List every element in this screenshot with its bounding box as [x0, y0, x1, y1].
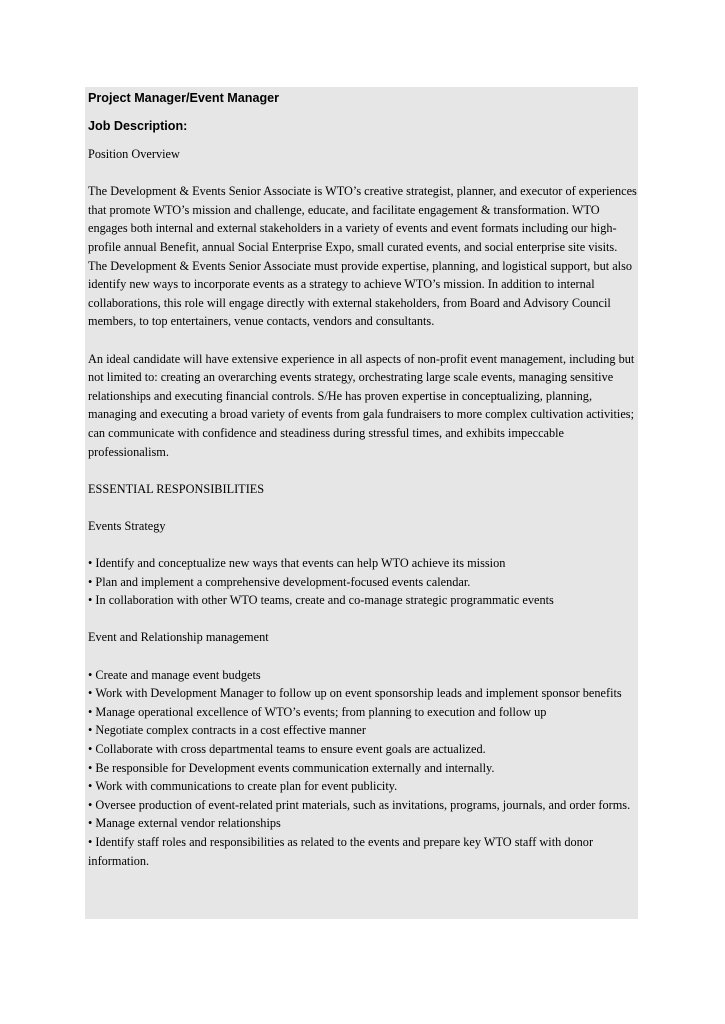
overview-paragraph-2: An ideal candidate will have extensive experience in all aspects of non-profit event management, including but not limited to: creating an overarching events strategy, orchestrating large scale events, managing sensitive relationships and executing financial controls. S/He has proven expertise in conceptualizing, planning, managing and executing a broad variety of events from gala fundraisers to more complex cultivation activities; can communicate with confidence and steadiness during stressful times, and exhibits impeccable professionalism.	[88, 351, 635, 459]
document-title: Project Manager/Event Manager	[88, 91, 280, 105]
list-item: • Oversee production of event-related print materials, such as invitations, programs, journals, and order forms.	[88, 796, 639, 815]
list-item: • Plan and implement a comprehensive development-focused events calendar.	[88, 573, 639, 592]
relationship-management-heading: Event and Relationship management	[88, 630, 269, 645]
list-item: • Manage operational excellence of WTO’s events; from planning to execution and follow up	[88, 703, 639, 722]
events-strategy-heading: Events Strategy	[88, 518, 166, 533]
list-item: • Collaborate with cross departmental teams to ensure event goals are actualized.	[88, 740, 639, 759]
overview-paragraph-1: The Development & Events Senior Associate is WTO’s creative strategist, planner, and executor of experiences that promote WTO’s mission and challenge, educate, and facilitate engagement & transformation. WTO engages both internal and external stakeholders in a variety of events and event formats including our high-profile annual Benefit, annual Social Enterprise Expo, small curated events, and social enterprise site visits. The Development & Events Senior Associate must provide expertise, planning, and logistical support, but also identify new ways to incorporate events as a strategy to achieve WTO’s mission. In addition to internal collaborations, this role will engage directly with external stakeholders, from Board and Advisory Council members, to top entertainers, venue contacts, vendors and consultants.	[88, 184, 637, 329]
relationship-management-list	[88, 666, 639, 871]
list-item: • Be responsible for Development events communication externally and internally.	[88, 759, 639, 778]
position-overview-heading: Position Overview	[88, 147, 180, 161]
list-item: • Identify staff roles and responsibilities as related to the events and prepare key WTO staff with donor information.	[88, 833, 639, 870]
list-item: • In collaboration with other WTO teams, create and co-manage strategic programmatic events	[88, 591, 639, 610]
document-subtitle: Job Description:	[88, 119, 188, 133]
list-item: • Create and manage event budgets	[88, 666, 639, 685]
events-strategy-list	[88, 554, 639, 610]
list-item: • Negotiate complex contracts in a cost effective manner	[88, 721, 639, 740]
list-item: • Work with Development Manager to follow up on event sponsorship leads and implement sponsor benefits	[88, 684, 639, 703]
responsibilities-heading: ESSENTIAL RESPONSIBILITIES	[88, 481, 265, 496]
list-item: • Work with communications to create plan for event publicity.	[88, 777, 639, 796]
job-description-document	[88, 89, 639, 870]
list-item: • Identify and conceptualize new ways that events can help WTO achieve its mission	[88, 554, 639, 573]
list-item: • Manage external vendor relationships	[88, 814, 639, 833]
